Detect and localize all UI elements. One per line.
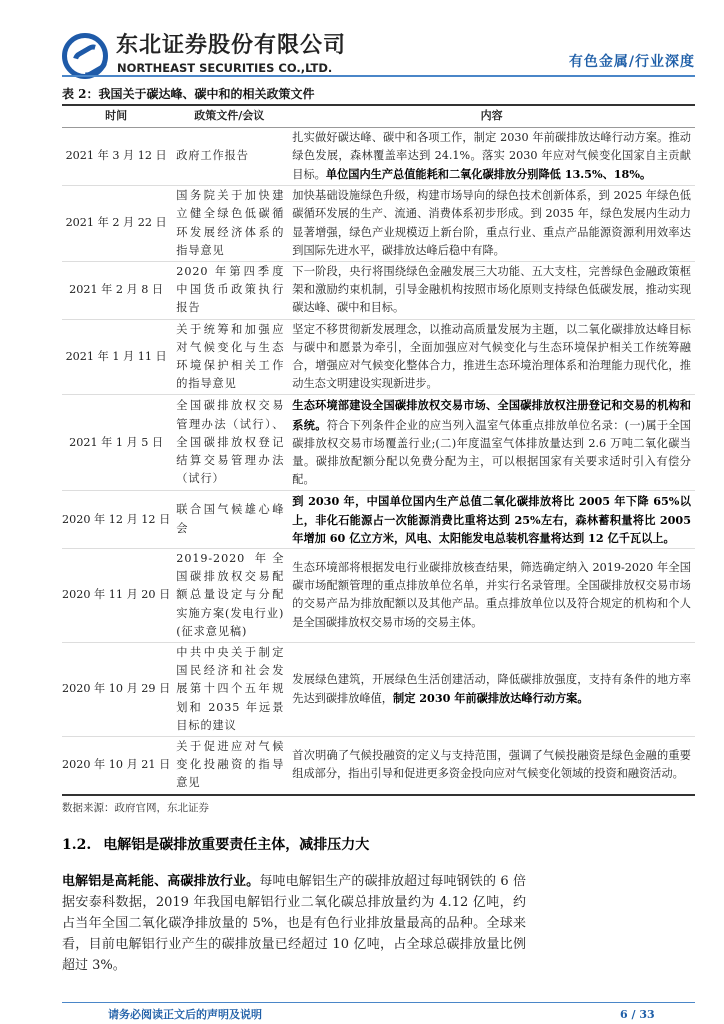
table-row <box>62 395 695 491</box>
cell-content <box>288 127 695 186</box>
cell-content: 首次明确了气候投融资的定义与支持范围，强调了气候投融资是绿色金融的重要组成部分，指出引导和促进更多资金投向应对气候变化领域的投资和融资活动。 <box>288 737 695 795</box>
header-divider <box>62 75 695 77</box>
cell-date: 2020 年 12 月 12 日 <box>62 491 170 549</box>
content-bold-text: 生态环境部建设全国碳排放权交易市场、全国碳排放权注册登记和交易的机构和系统。 <box>292 398 691 432</box>
cell-date: 2020 年 10 月 29 日 <box>62 642 170 736</box>
company-name-cn: 东北证券股份有限公司 <box>116 33 347 58</box>
cell-doc: 联合国气候雄心峰会 <box>170 491 288 549</box>
cell-doc: 国务院关于加快建立健全绿色低碳循环发展经济体系的指导意见 <box>170 186 288 262</box>
cell-date: 2020 年 10 月 21 日 <box>62 737 170 795</box>
table-row <box>62 261 695 319</box>
cell-date: 2020 年 11 月 20 日 <box>62 548 170 642</box>
table-row <box>62 642 695 736</box>
table-title: 表 2：我国关于碳达峰、碳中和的相关政策文件 <box>62 87 315 101</box>
cell-date: 2021 年 3 月 12 日 <box>62 127 170 186</box>
col-header-doc: 政策文件/会议 <box>170 105 288 127</box>
cell-date: 2021 年 1 月 11 日 <box>62 319 170 395</box>
table-row <box>62 737 695 795</box>
table-header-row <box>62 105 695 127</box>
cell-doc: 关于统筹和加强应对气候变化与生态环境保护相关工作的指导意见 <box>170 319 288 395</box>
cell-content <box>288 642 695 736</box>
content-text: 符合下列条件企业的应当列入温室气体重点排放单位名录：(一)属于全国碳排放权交易市场覆盖行业;(二)年度温室气体排放量达到 2.6 万吨二氧化碳当量。碳排放配额分配以免费分配为主，可以根据国家有关要求适时引入有偿分配。 <box>292 418 691 487</box>
cell-date: 2021 年 2 月 22 日 <box>62 186 170 262</box>
cell-content: 下一阶段，央行将围绕绿色金融发展三大功能、五大支柱，完善绿色金融政策框架和激励约束机制，引导金融机构按照市场化原则支持绿色低碳发展，推动实现碳达峰、碳中和目标。 <box>288 261 695 319</box>
cell-content: 加快基础设施绿色升级，构建市场导向的绿色技术创新体系，到 2025 年绿色低碳循环发展的生产、流通、消费体系初步形成。到 2035 年，绿色发展内生动力显著增强，绿色产业规模迈上新台阶，重点行业、重点产品能源资源利用效率达到国际先进水平，碳排放达峰后稳中有降。 <box>288 186 695 262</box>
col-header-content: 内容 <box>288 105 695 127</box>
cell-date: 2021 年 1 月 5 日 <box>62 395 170 491</box>
paragraph-body: 每吨电解铝生产的碳排放超过每吨钢铁的 6 倍据安泰科数据，2019 年我国电解铝行业二氧化碳总排放量约为 4.12 亿吨，约占当年全国二氧化碳净排放量的 5%，也是有色行业排放量最高的品种。全球来看，目前电解铝行业产生的碳排放量已经超过 10 亿吨，占全球总碳排放量比例超过 3%。 <box>62 873 526 973</box>
footer-divider <box>62 1002 695 1003</box>
cell-doc: 关于促进应对气候变化投融资的指导意见 <box>170 737 288 795</box>
table-row <box>62 548 695 642</box>
footer-disclaimer: 请务必阅读正文后的声明及说明 <box>108 1008 262 1021</box>
cell-content <box>288 395 695 491</box>
table-row <box>62 127 695 186</box>
company-logo-icon <box>62 33 108 79</box>
cell-date: 2021 年 2 月 8 日 <box>62 261 170 319</box>
content-bold-text: 单位国内生产总值能耗和二氧化碳排放分别降低 13.5%、18%。 <box>325 166 652 181</box>
table-row <box>62 491 695 549</box>
report-category: 有色金属/行业深度 <box>568 54 695 70</box>
cell-doc: 中共中央关于制定国民经济和社会发展第十四个五年规划和 2035 年远景目标的建议 <box>170 642 288 736</box>
table-source: 数据来源：政府官网，东北证券 <box>62 801 209 814</box>
policy-table <box>62 104 695 796</box>
page-header <box>62 33 695 73</box>
cell-doc: 全国碳排放权交易管理办法（试行）、全国碳排放权登记结算交易管理办法（试行） <box>170 395 288 491</box>
cell-doc: 政府工作报告 <box>170 127 288 186</box>
page-number: 6 / 33 <box>620 1008 655 1021</box>
table-row <box>62 319 695 395</box>
cell-doc: 2019-2020 年全国碳排放权交易配额总量设定与分配实施方案(发电行业)(征求意见稿) <box>170 548 288 642</box>
paragraph-lead: 电解铝是高耗能、高碳排放行业。 <box>62 873 260 889</box>
section-title: 电解铝是碳排放重要责任主体，减排压力大 <box>103 836 370 853</box>
col-header-date: 时间 <box>62 105 170 127</box>
cell-doc: 2020 年第四季度中国货币政策执行报告 <box>170 261 288 319</box>
content-text: 扎实做好碳达峰、碳中和各项工作，制定 2030 年前碳排放达峰行动方案。推动绿色发展，森林覆盖率达到 24.1%。落实 2030 年应对气候变化国家自主贡献目标。 <box>292 130 691 181</box>
main-content <box>62 104 695 976</box>
content-bold-text: 制定 2030 年前碳排放达峰行动方案。 <box>393 690 589 705</box>
table-row <box>62 186 695 262</box>
section-number: 1.2. <box>62 836 92 853</box>
content-text: 发展绿色建筑，开展绿色生活创建活动，降低碳排放强度，支持有条件的地方率先达到碳排放峰值， <box>292 672 691 705</box>
cell-content: 生态环境部将根据发电行业碳排放核查结果，筛选确定纳入 2019-2020 年全国碳市场配额管理的重点排放单位名单，并实行名录管理。全国碳排放权交易市场的交易产品为排放配额以及其他产品。重点排放单位以及符合规定的机构和个人是全国碳排放权交易市场的交易主体。 <box>288 548 695 642</box>
cell-content: 到 2030 年，中国单位国内生产总值二氧化碳排放将比 2005 年下降 65%以上，非化石能源占一次能源消费比重将达到 25%左右，森林蓄积量将比 2005 年增加 60 亿立方米，风电、太阳能发电总装机容量将达到 12 亿千瓦以上。 <box>288 491 695 549</box>
body-paragraph <box>62 871 526 976</box>
cell-content: 坚定不移贯彻新发展理念，以推动高质量发展为主题，以二氧化碳排放达峰目标与碳中和愿景为牵引，全面加强应对气候变化与生态环境保护相关工作统筹融合，增强应对气候变化整体合力，推进生态环境治理体系和治理能力现代化，推动生态文明建设实现新进步。 <box>288 319 695 395</box>
section-heading <box>62 835 695 855</box>
company-name-en: NORTHEAST SECURITIES CO.,LTD. <box>117 61 333 75</box>
